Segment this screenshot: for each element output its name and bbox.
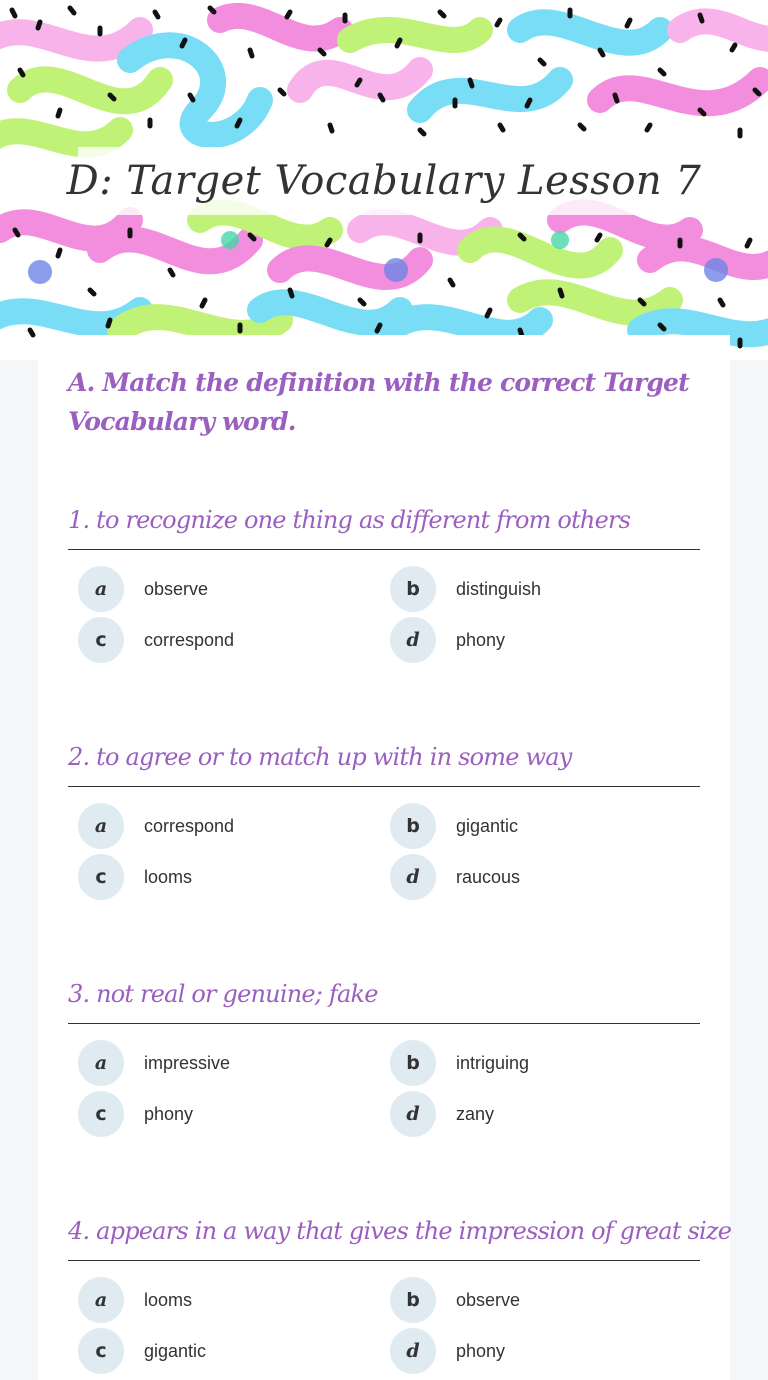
option-letter-badge: a: [78, 1040, 124, 1086]
divider: [68, 1023, 700, 1024]
divider: [68, 549, 700, 550]
option-label: zany: [456, 1103, 495, 1124]
option-a[interactable]: [78, 1277, 192, 1323]
option-letter-badge: d: [390, 1091, 436, 1137]
worksheet-card: [38, 335, 730, 1380]
option-a[interactable]: [78, 803, 234, 849]
option-c[interactable]: [78, 1328, 206, 1374]
option-letter-badge: d: [390, 854, 436, 900]
option-label: looms: [144, 1289, 193, 1310]
question-1: [68, 500, 700, 651]
option-letter-badge: c: [78, 1328, 124, 1374]
option-label: phony: [144, 1103, 194, 1124]
option-letter-badge: b: [390, 566, 436, 612]
option-label: intriguing: [456, 1052, 530, 1073]
option-letter-badge: b: [390, 1277, 436, 1323]
option-label: raucous: [456, 866, 521, 887]
option-label: observe: [456, 1289, 521, 1310]
title-box: [66, 147, 702, 215]
option-a[interactable]: [78, 566, 208, 612]
instructions-heading: A. Match the definition with the correct Target Vocabulary word.: [68, 368, 689, 436]
option-label: phony: [456, 629, 506, 650]
option-letter-badge: d: [390, 1328, 436, 1374]
option-letter-badge: b: [390, 803, 436, 849]
question-3: [68, 974, 700, 1125]
option-label: gigantic: [456, 815, 519, 836]
option-label: correspond: [144, 815, 235, 836]
option-letter-badge: d: [390, 617, 436, 663]
option-label: observe: [144, 578, 209, 599]
page-title: D: Target Vocabulary Lesson 7: [66, 158, 702, 204]
option-a[interactable]: [78, 1040, 230, 1086]
option-letter-badge: a: [78, 1277, 124, 1323]
option-b[interactable]: [390, 1040, 529, 1086]
option-letter-badge: c: [78, 617, 124, 663]
option-label: correspond: [144, 629, 235, 650]
divider: [68, 1260, 700, 1261]
option-letter-badge: a: [78, 566, 124, 612]
option-d[interactable]: [390, 854, 520, 900]
question-text: 1. to recognize one thing as different from others: [68, 506, 631, 534]
option-b[interactable]: [390, 1277, 520, 1323]
option-label: looms: [144, 866, 193, 887]
question-2: [68, 737, 700, 888]
option-b[interactable]: [390, 566, 541, 612]
option-label: impressive: [144, 1052, 231, 1073]
question-text: 3. not real or genuine; fake: [68, 980, 378, 1008]
option-letter-badge: c: [78, 854, 124, 900]
divider: [68, 786, 700, 787]
option-label: gigantic: [144, 1340, 207, 1361]
option-c[interactable]: [78, 617, 234, 663]
option-d[interactable]: [390, 617, 505, 663]
header-banner: [0, 0, 768, 360]
option-c[interactable]: [78, 854, 192, 900]
option-letter-badge: c: [78, 1091, 124, 1137]
option-d[interactable]: [390, 1328, 505, 1374]
question-text: 2. to agree or to match up with in some way: [68, 743, 572, 771]
option-d[interactable]: [390, 1091, 494, 1137]
option-c[interactable]: [78, 1091, 193, 1137]
option-label: distinguish: [456, 578, 542, 599]
question-text: 4. appears in a way that gives the impression of great size: [68, 1217, 732, 1245]
option-label: phony: [456, 1340, 506, 1361]
option-b[interactable]: [390, 803, 518, 849]
option-letter-badge: b: [390, 1040, 436, 1086]
question-4: [68, 1211, 732, 1362]
option-letter-badge: a: [78, 803, 124, 849]
